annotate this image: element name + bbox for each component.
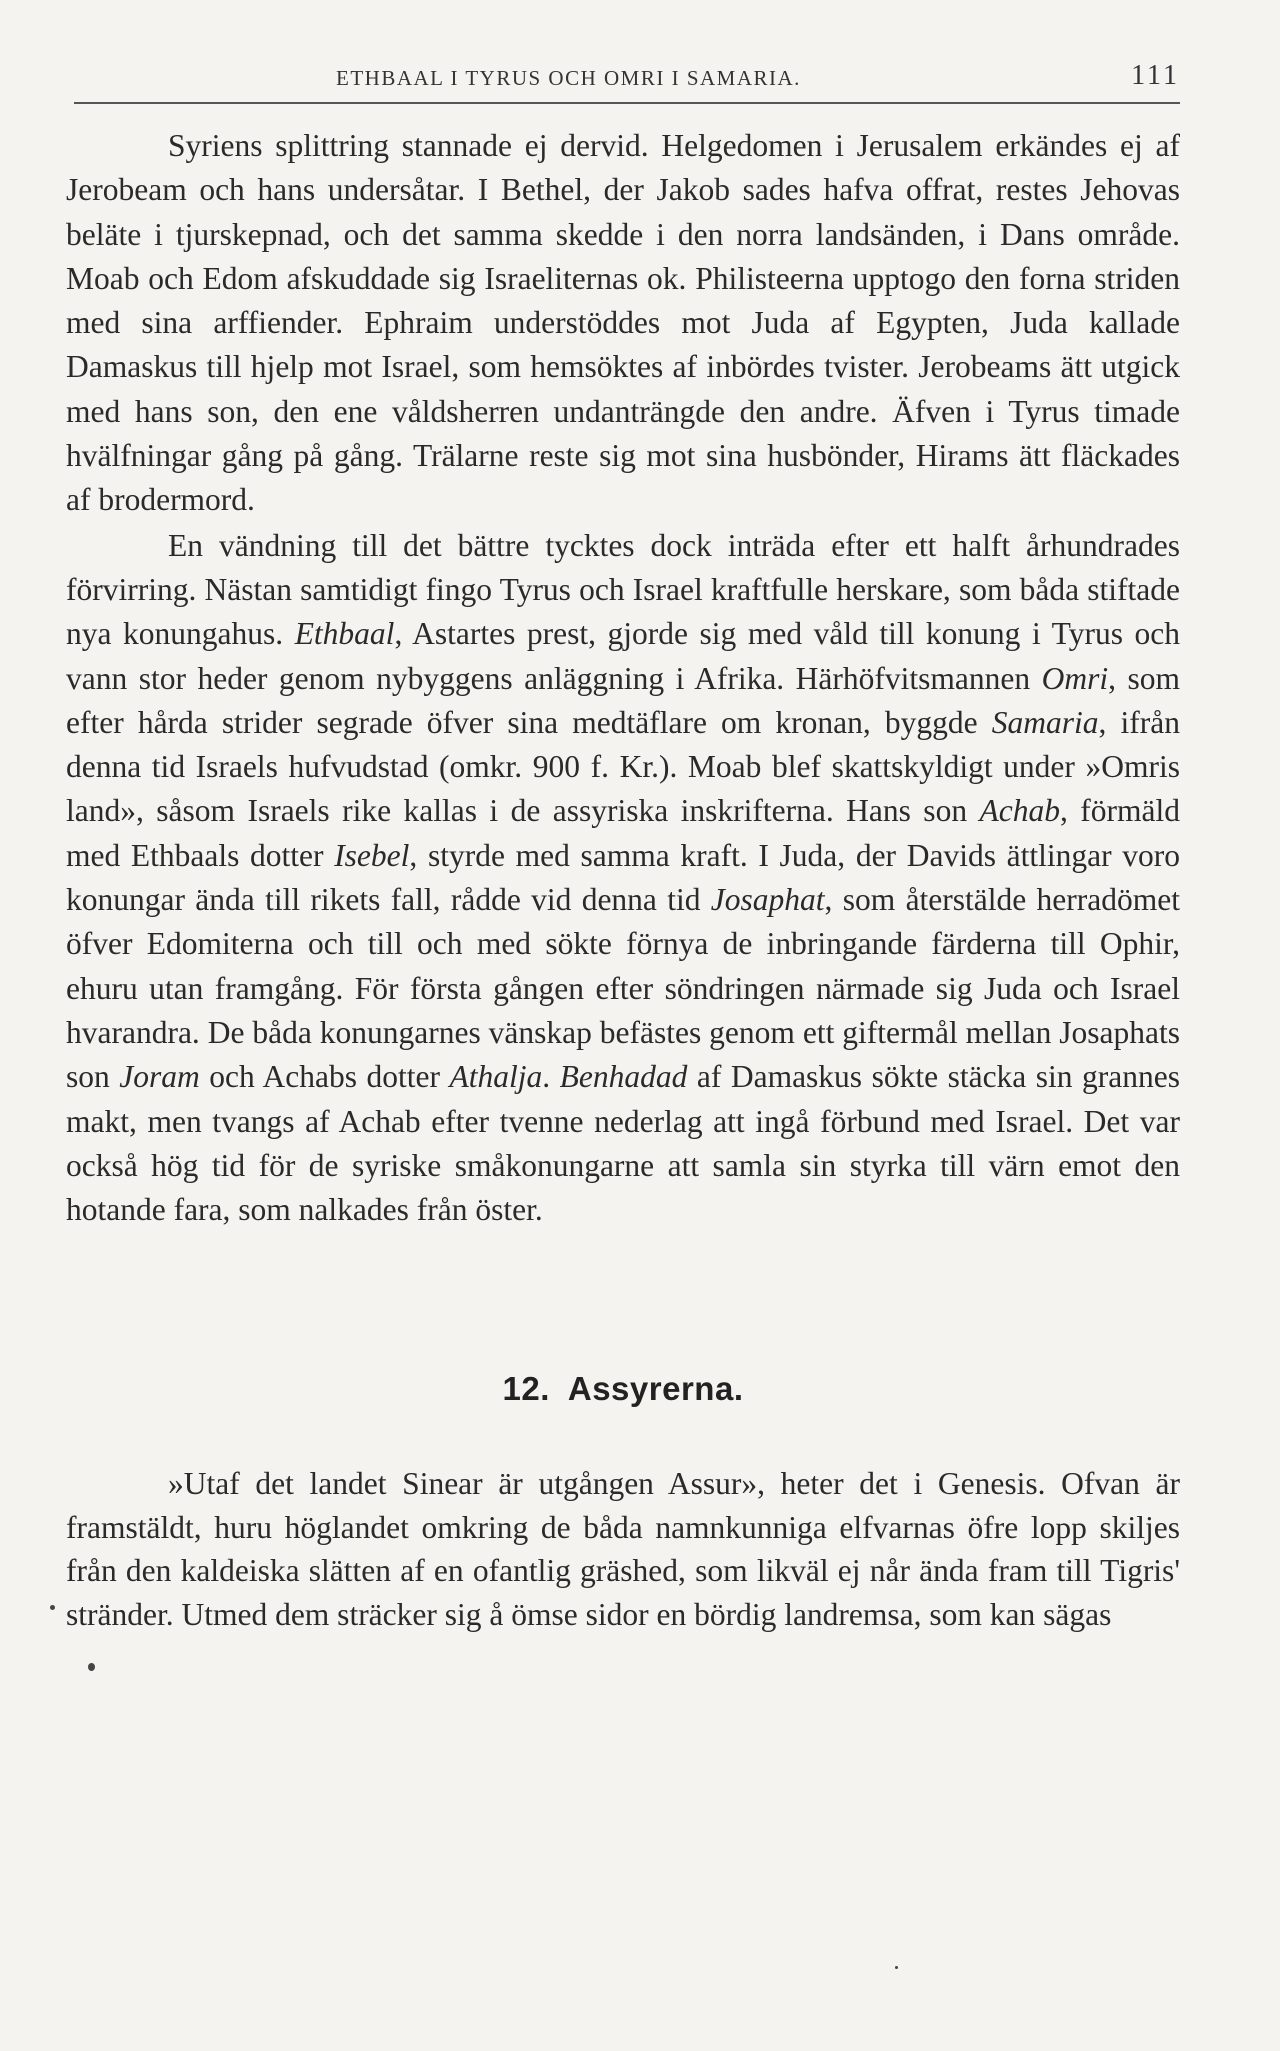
header-rule: [74, 102, 1180, 104]
running-head: [66, 58, 1180, 102]
text-run: En vändning till det bättre tycktes dock inträda efter ett halft århundrades förvirring. Nästan samtidigt fingo Tyrus och Israel kraftfulle herskare, som båda stiftade nya konungahus.: [66, 527, 1180, 652]
print-speck: [50, 1605, 55, 1610]
chapter-text: [66, 124, 1180, 1232]
name-omri: Omri: [1041, 660, 1109, 696]
text-run: och Achabs dotter: [199, 1059, 450, 1095]
text-run: .: [542, 1059, 560, 1095]
name-josaphat: Josaphat: [710, 882, 825, 918]
name-athalja: Athalja: [449, 1059, 543, 1095]
name-benhadad: Benhadad: [559, 1059, 688, 1095]
text-run: , Astartes prest, gjorde sig med våld till konung i Tyrus och vann stor heder genom nybyggens anläggning i Afrika. Härhöfvitsmannen: [66, 616, 1180, 696]
section-text: [66, 1462, 1180, 1636]
text-run: , som återstälde herradömet öfver Edomiterna och till och med sökte förnya de inbringande färderna till Ophir, ehuru utan framgång. För första gången efter söndringen närmade sig Juda och Israel hvarandra. De båda konungarnes vänskap befästes genom ett giftermål mellan Josaphats son: [66, 882, 1180, 1095]
print-speck: [895, 1966, 898, 1969]
name-joram: Joram: [119, 1059, 200, 1095]
text-run: , ifrån denna tid Israels hufvudstad (omkr. 900 f. Kr.). Moab blef skattskyldigt under »Omris land», såsom Israels rike kallas i de assyriska inskrifterna. Hans son: [66, 704, 1180, 829]
text-run: , styrde med samma kraft. I Juda, der Davids ättlingar voro konungar ända till rikets fall, rådde vid denna tid: [66, 837, 1180, 918]
paragraph-utaf: »Utaf det landet Sinear är utgången Assur», heter det i Genesis. Ofvan är framstäldt, huru höglandet omkring de båda namnkunniga elfvarnas öfre lopp skiljes från den kaldeiska slätten af en ofantlig gräshed, som likväl ej når ända fram till Tigris' stränder. Utmed dem sträcker sig å ömse sidor en bördig landremsa, som kan sägas: [66, 1466, 1180, 1632]
name-achab: Achab: [979, 793, 1060, 829]
page-number: 111: [1131, 60, 1180, 91]
paragraph-syriens: Syriens splittring stannade ej dervid. Helgedomen i Jerusalem erkändes ej af Jerobeam och hans undersåtar. I Bethel, der Jakob sades hafva offrat, restes Jehovas beläte i tjurskepnad, och det samma skedde i den norra landsänden, i Dans område. Moab och Edom afskuddade sig Israeliternas ok. Philisteerna upptogo den forna striden med sina arffiender. Ephraim understöddes mot Juda af Egypten, Juda kallade Damaskus till hjelp mot Israel, som hemsöktes af inbördes tvister. Jerobeams ätt utgick med hans son, den ene våldsherren undanträngde den andre. Äfven i Tyrus timade hvälfningar gång på gång. Trälarne reste sig mot sina husbönder, Hirams ätt fläckades af brodermord.: [66, 128, 1180, 518]
section-heading: [66, 1370, 1180, 1408]
name-isebel: Isebel: [334, 837, 410, 873]
print-speck: [88, 1663, 95, 1671]
paragraph-en-vandning: [66, 524, 1180, 1233]
section-number: 12.: [502, 1370, 550, 1408]
text-run: , förmäld med Ethbaals dotter: [66, 793, 1181, 873]
running-title: ETHBAAL I TYRUS OCH OMRI I SAMARIA.: [336, 66, 801, 90]
name-samaria: Samaria: [991, 704, 1099, 740]
text-run: , som efter hårda strider segrade öfver sina medtäflare om kronan, byggde: [66, 660, 1181, 740]
text-run: af Damaskus sökte stäcka sin grannes makt, men tvangs af Achab efter tvenne nederlag att ingå förbund med Israel. Det var också hög tid för de syriske småkonungarne att samla sin styrka till värn emot den hotande fara, som nalkades från öster.: [66, 1059, 1181, 1228]
name-ethbaal: Ethbaal: [294, 616, 395, 652]
section-title: Assyrerna.: [567, 1370, 744, 1408]
